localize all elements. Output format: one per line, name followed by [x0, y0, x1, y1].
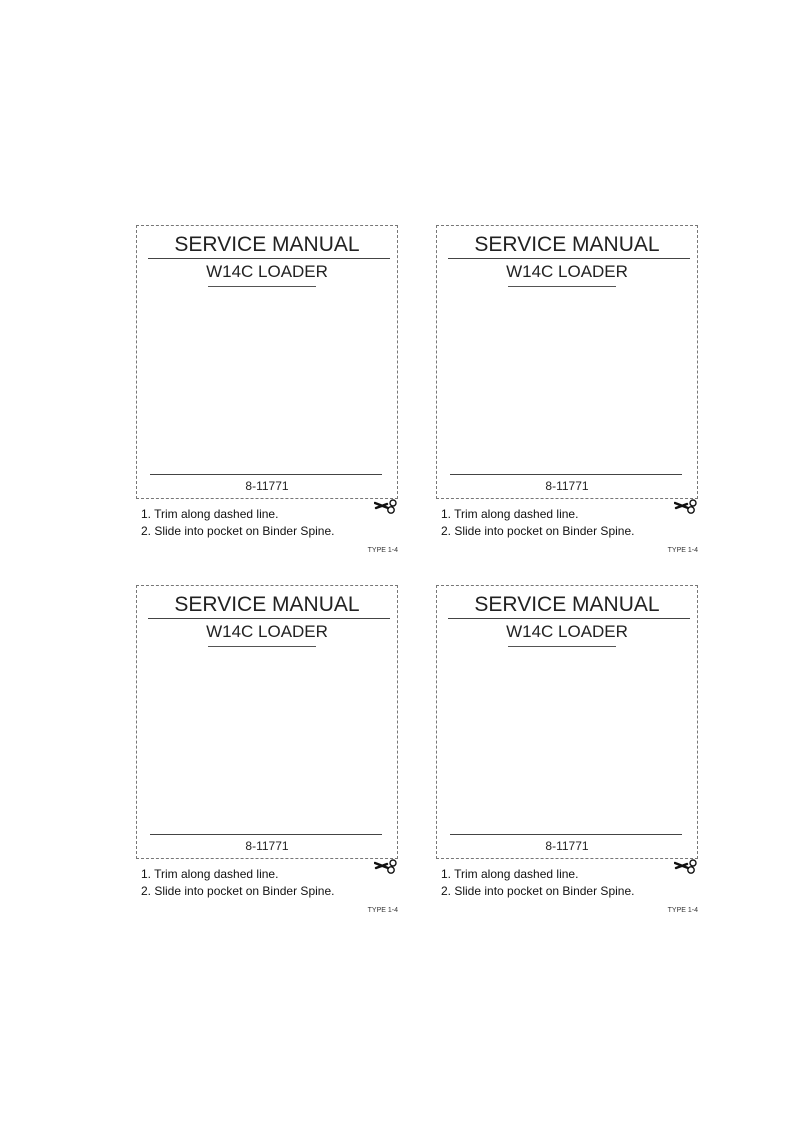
bottom-rule [150, 834, 382, 835]
instruction-step: 1. Trim along dashed line. [141, 507, 279, 521]
part-number: 8-11771 [245, 479, 289, 493]
subtitle-underline [508, 646, 616, 647]
spine-card [436, 585, 698, 859]
spine-card [436, 225, 698, 499]
card-title: SERVICE MANUAL [174, 593, 360, 616]
scissors-icon [374, 497, 398, 517]
card-title: SERVICE MANUAL [474, 233, 660, 256]
scissors-icon [674, 497, 698, 517]
spine-card [136, 225, 398, 499]
bottom-rule [150, 474, 382, 475]
card-title: SERVICE MANUAL [174, 233, 360, 256]
instruction-step: 1. Trim along dashed line. [441, 507, 579, 521]
subtitle-underline [208, 286, 316, 287]
part-number: 8-11771 [545, 839, 589, 853]
instruction-step: 2. Slide into pocket on Binder Spine. [141, 884, 335, 898]
type-label: TYPE 1-4 [667, 547, 698, 554]
card-subtitle: W14C LOADER [206, 622, 328, 641]
card-subtitle: W14C LOADER [506, 622, 628, 641]
subtitle-underline [508, 286, 616, 287]
instructions [441, 866, 634, 900]
title-underline [448, 618, 690, 619]
instructions [141, 506, 334, 540]
instruction-step: 2. Slide into pocket on Binder Spine. [141, 524, 335, 538]
instruction-step: 2. Slide into pocket on Binder Spine. [441, 524, 635, 538]
type-label: TYPE 1-4 [367, 907, 398, 914]
instruction-step: 1. Trim along dashed line. [441, 867, 579, 881]
type-label: TYPE 1-4 [367, 547, 398, 554]
bottom-rule [450, 474, 682, 475]
bottom-rule [450, 834, 682, 835]
scissors-icon [674, 857, 698, 877]
type-label: TYPE 1-4 [667, 907, 698, 914]
title-underline [148, 258, 390, 259]
title-underline [448, 258, 690, 259]
subtitle-underline [208, 646, 316, 647]
instruction-step: 1. Trim along dashed line. [141, 867, 279, 881]
instructions [441, 506, 634, 540]
scissors-icon [374, 857, 398, 877]
spine-card [136, 585, 398, 859]
instructions [141, 866, 334, 900]
part-number: 8-11771 [545, 479, 589, 493]
instruction-step: 2. Slide into pocket on Binder Spine. [441, 884, 635, 898]
card-subtitle: W14C LOADER [206, 262, 328, 281]
card-title: SERVICE MANUAL [474, 593, 660, 616]
card-subtitle: W14C LOADER [506, 262, 628, 281]
title-underline [148, 618, 390, 619]
part-number: 8-11771 [245, 839, 289, 853]
